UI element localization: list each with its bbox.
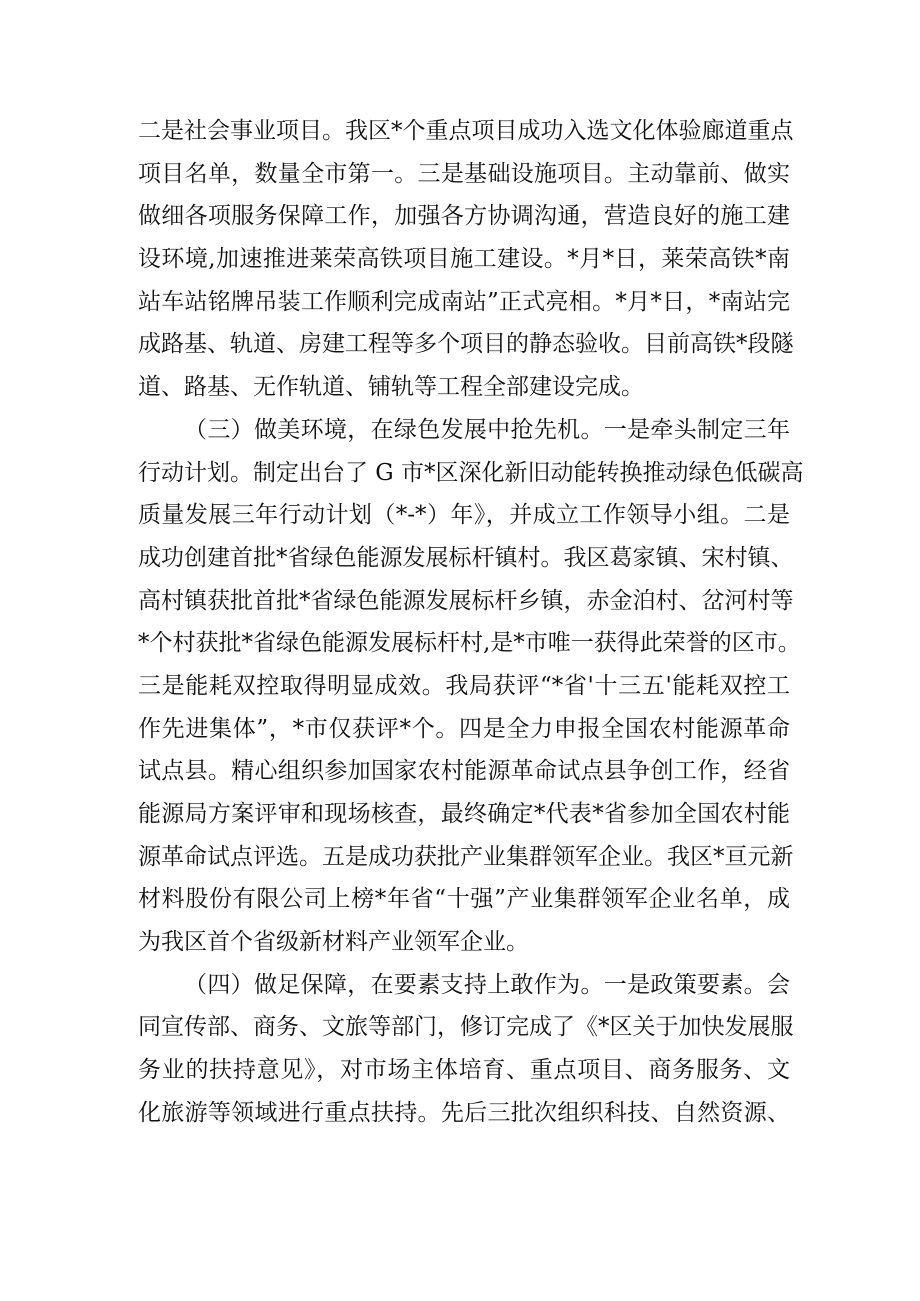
paragraph-2-line-8: 作先进集体”，*市仅获评*个。四是全力申报全国农村能源革命 (138, 715, 790, 742)
paragraph-3-line-1: （四）做足保障，在要素支持上敢作为。一是政策要素。会 (184, 971, 790, 998)
paragraph-3-line-2: 同宣传部、商务、文旅等部门，修订完成了《*区关于加快发展服 (138, 1014, 794, 1041)
paragraph-1-line-2: 项目名单，数量全市第一。三是基础设施项目。主动靠前、做实 (138, 160, 790, 187)
paragraph-1-line-5: 站车站铭牌吊装工作顺利完成南站”正式亮相。*月*日，*南站完 (138, 288, 790, 315)
paragraph-3-line-4: 化旅游等领域进行重点扶持。先后三批次组织科技、自然资源、 (138, 1099, 790, 1126)
paragraph-2-line-10: 能源局方案评审和现场核查，最终确定*代表*省参加全国农村能 (138, 801, 790, 827)
paragraph-3-line-3: 务业的扶持意见》，对市场主体培育、重点项目、商务服务、文 (138, 1057, 790, 1084)
paragraph-2-line-11: 源革命试点评选。五是成功获批产业集群领军企业。我区*亘元新 (138, 843, 794, 870)
paragraph-1-line-7: 道、路基、无作轨道、铺轨等工程全部建设完成。 (138, 374, 644, 401)
paragraph-2-line-13: 为我区首个省级新材料产业领军企业。 (138, 929, 529, 956)
paragraph-2-line-7: 三是能耗双控取得明显成效。我局获评“*省'十三五'能耗双控工 (138, 672, 790, 699)
paragraph-1-line-6: 成路基、轨道、房建工程等多个项目的静态验收。目前高铁*段隧 (138, 331, 794, 358)
paragraph-2-line-5: 高村镇获批首批*省绿色能源发展标杆乡镇，赤金泊村、岔河村等 (138, 587, 794, 614)
paragraph-2-line-2: 行动计划。制定出台了 G 市*区深化新旧动能转换推动绿色低碳高 (138, 459, 804, 486)
paragraph-1-line-3: 做细各项服务保障工作，加强各方协调沟通，营造良好的施工建 (138, 203, 790, 230)
paragraph-1-line-1: 二是社会事业项目。我区*个重点项目成功入选文化体验廊道重点 (138, 118, 794, 144)
paragraph-2-line-3: 质量发展三年行动计划（*-*）年》，并成立工作领导小组。二是 (138, 502, 790, 529)
paragraph-2-line-9: 试点县。精心组织参加国家农村能源革命试点县争创工作，经省 (138, 758, 790, 785)
paragraph-2-line-1: （三）做美环境，在绿色发展中抢先机。一是牵头制定三年 (184, 416, 790, 443)
paragraph-2-line-6: *个村获批*省绿色能源发展标杆村,是*市唯一获得此荣誉的区市。 (138, 630, 801, 657)
document-body (138, 110, 804, 1135)
paragraph-1-line-4: 设环境,加速推进莱荣高铁项目施工建设。*月*日，莱荣高铁*南 (138, 246, 790, 273)
paragraph-2-line-12: 材料股份有限公司上榜*年省“十强”产业集群领军企业名单，成 (138, 886, 790, 913)
paragraph-2-line-4: 成功创建首批*省绿色能源发展标杆镇村。我区葛家镇、宋村镇、 (138, 544, 794, 571)
